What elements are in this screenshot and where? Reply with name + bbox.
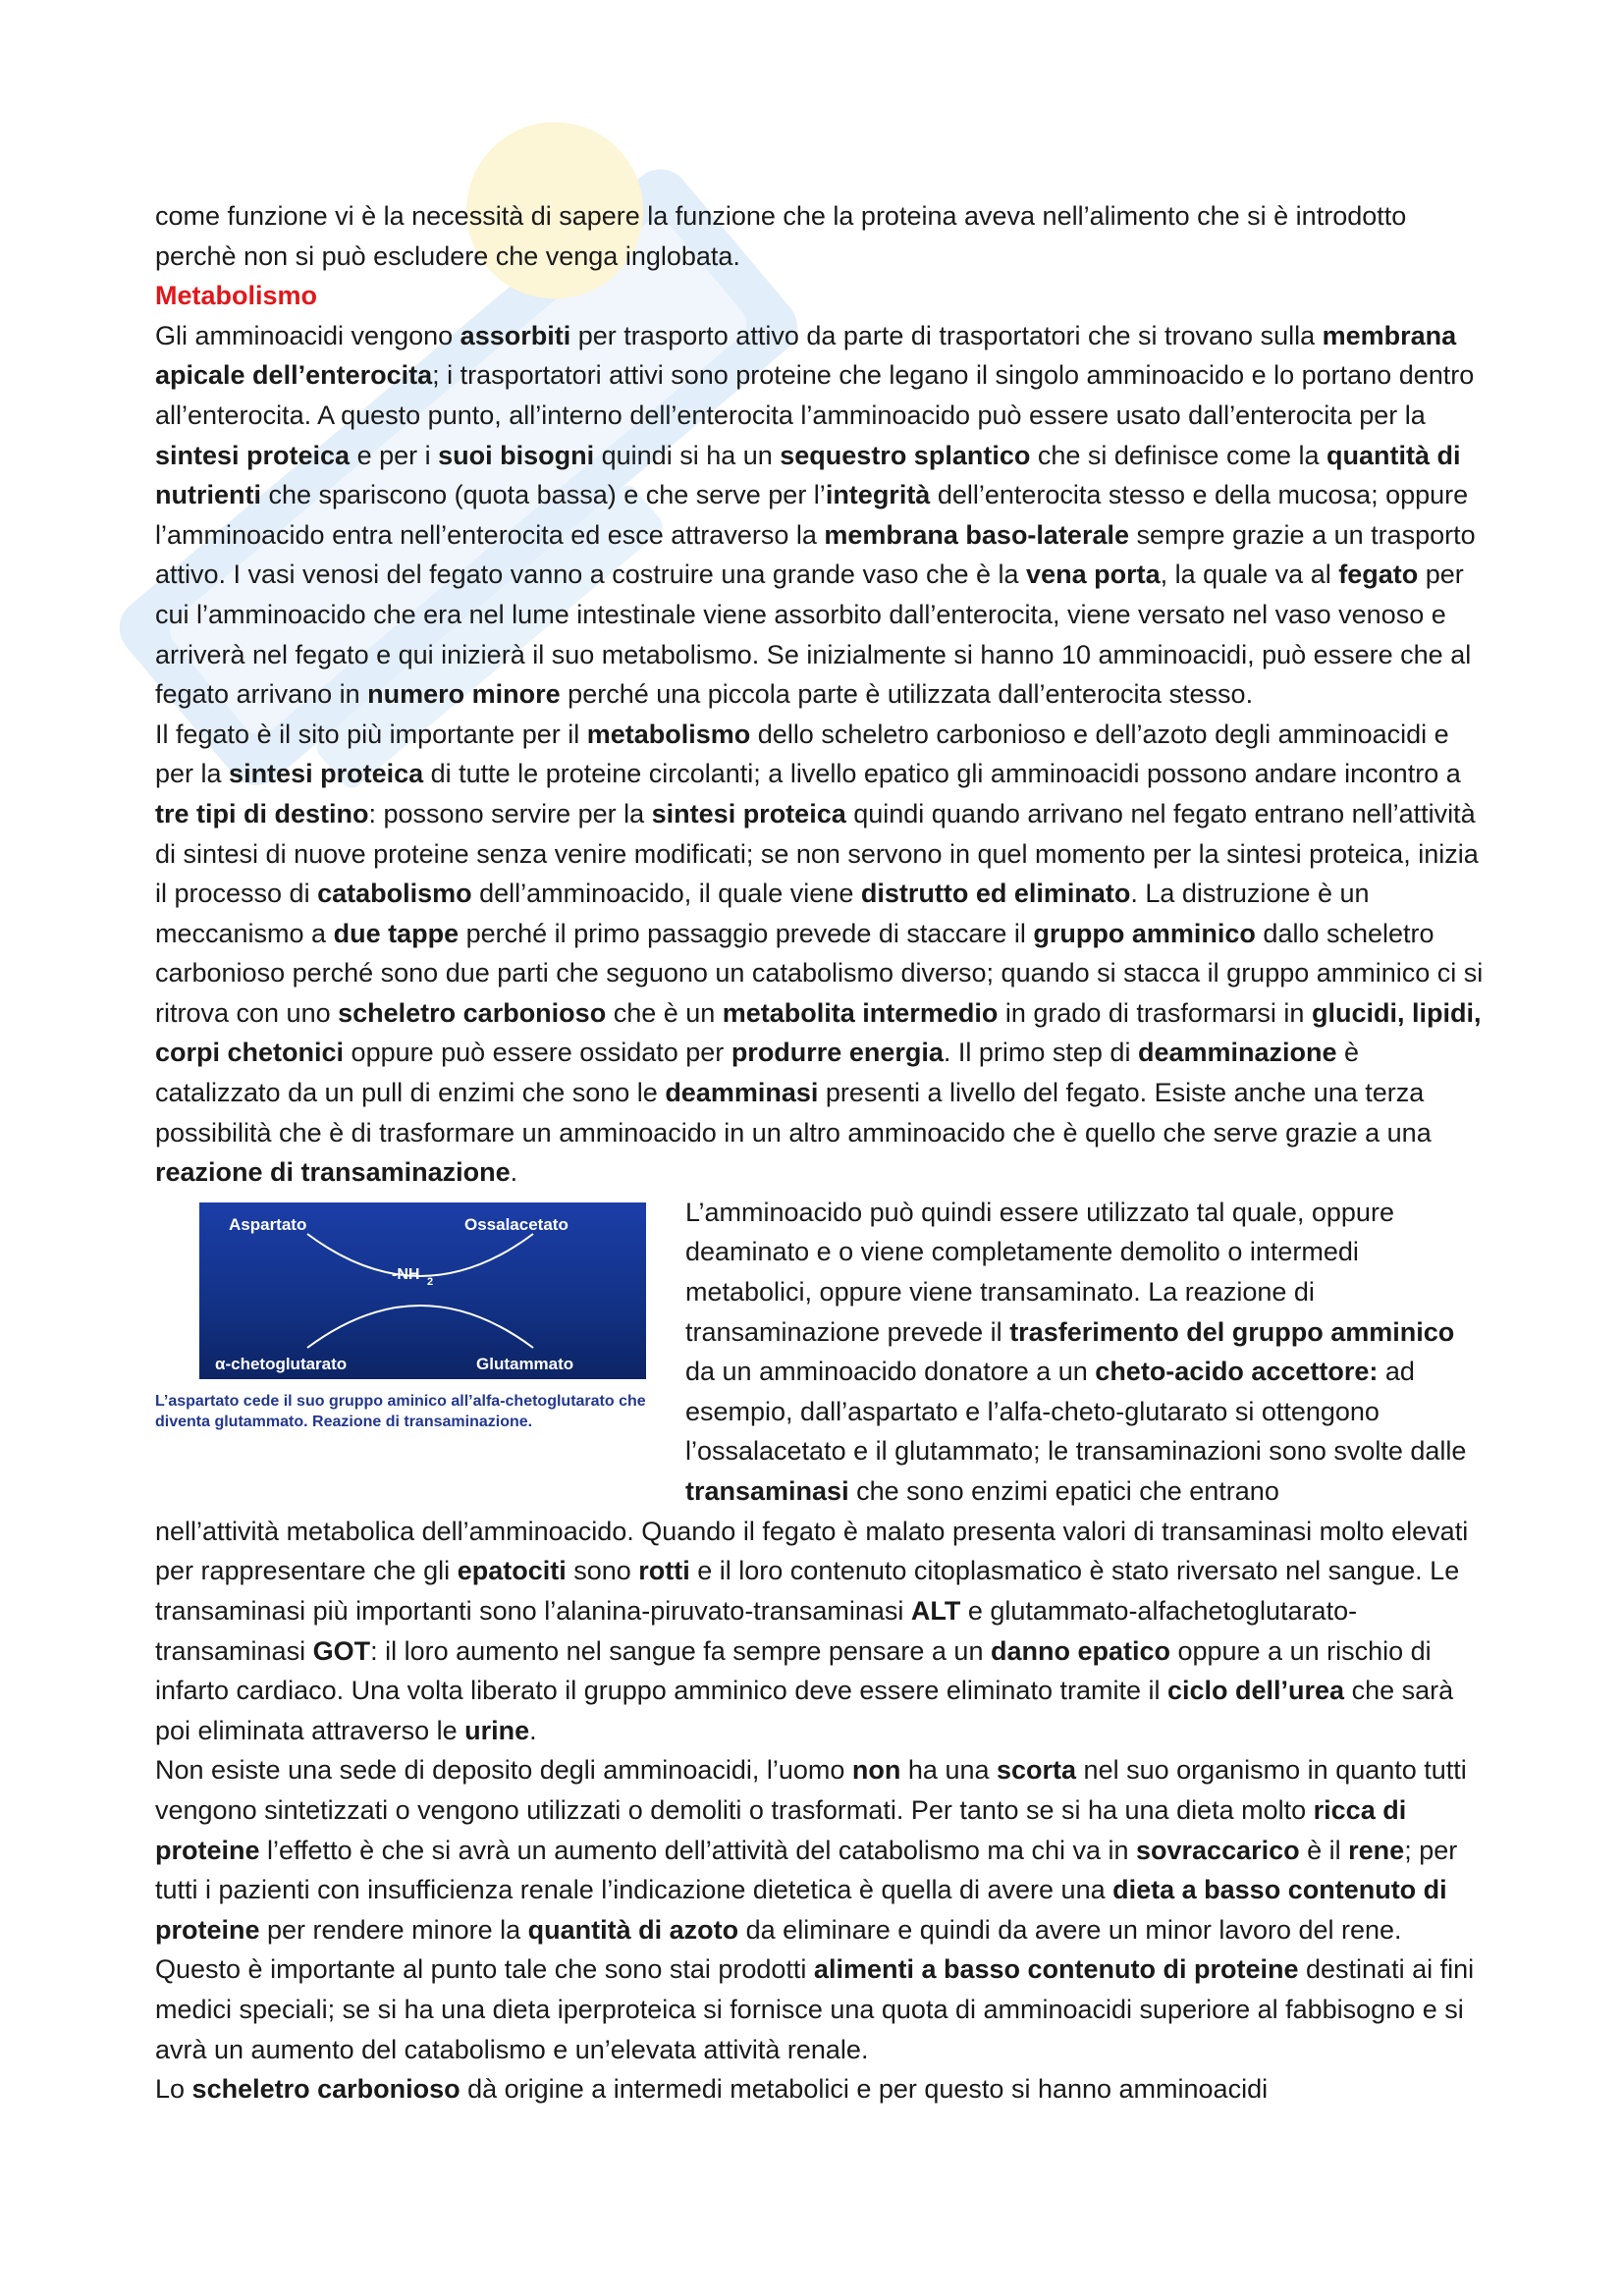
bold-term: ricca di proteine <box>155 1795 1407 1865</box>
bold-term: fegato <box>1338 560 1419 590</box>
text-run: e glutammato-alfachetoglutarato-transaminasi <box>155 1596 1358 1666</box>
bold-term: urine <box>464 1715 530 1745</box>
bold-term: membrana apicale dell’enterocita <box>155 320 1457 391</box>
label-aspartato: Aspartato <box>229 1214 307 1234</box>
bold-term: rotti <box>638 1556 690 1586</box>
text-run: che si definisce come la <box>1030 440 1326 470</box>
text-run: di tutte le proteine circolanti; a livello epatico gli amminoacidi possono andare incontro a <box>423 759 1461 789</box>
bold-term: catabolismo <box>317 879 472 909</box>
bold-term: cheto-acido accettore: <box>1095 1357 1379 1387</box>
text-run: quindi quando arrivano nel fegato entrano nell’attività di sintesi di nuove proteine senza venire modificati; se non servono in quel momento per la sintesi proteica, inizia il processo di <box>155 798 1479 909</box>
text-run: Il fegato è il sito più importante per il <box>155 719 587 749</box>
bold-term: metabolita intermedio <box>722 997 999 1028</box>
label-alfa-chetoglutarato: α-chetoglutarato <box>215 1354 348 1373</box>
bold-term: distrutto ed eliminato <box>860 879 1131 909</box>
figure-block <box>155 1193 1487 1512</box>
text-run: è catalizzato da un pull di enzimi che sono le <box>155 1038 1360 1108</box>
bold-term: quantità di nutrienti <box>155 440 1461 510</box>
bold-term: alimenti a basso contenuto di proteine <box>813 1954 1299 1985</box>
bold-term: transaminasi <box>685 1476 849 1506</box>
text-run: . La distruzione è un meccanismo a <box>155 879 1370 948</box>
bold-term: numero minore <box>367 679 561 710</box>
text-run: che è un <box>606 997 723 1028</box>
reaction-arrows <box>199 1202 646 1379</box>
text-run: dell’enterocita stesso e della mucosa; oppure l’amminoacido entra nell’enterocita ed esce attraverso la <box>155 480 1469 550</box>
text-run: , la quale va al <box>1160 560 1339 590</box>
text-run: Non esiste una sede di deposito degli amminoacidi, l’uomo <box>155 1755 852 1786</box>
text-run: perché una piccola parte è utilizzata dall’enterocita stesso. <box>560 679 1254 710</box>
bold-term: sintesi proteica <box>651 798 846 828</box>
bold-term: quantità di azoto <box>527 1914 739 1945</box>
transamination-figure <box>155 1193 666 1432</box>
text-run: per trasporto attivo da parte di trasportatori che si trovano sulla <box>570 320 1323 350</box>
text-run: presenti a livello del fegato. Esiste anche una terza possibilità che è di trasformare un amminoacido in un altro amminoacido che è quello che serve grazie a una <box>155 1078 1432 1148</box>
text-run: in grado di trasformarsi in <box>998 997 1312 1028</box>
text-run: dallo scheletro carbonioso perché sono due parti che seguono un catabolismo diverso; quando si stacca il gruppo amminico ci si ritrova con uno <box>155 918 1484 1028</box>
bold-term: sintesi proteica <box>229 759 424 789</box>
label-ossalacetato: Ossalacetato <box>464 1214 568 1234</box>
bold-term: produrre energia <box>731 1038 944 1068</box>
bold-term: gruppo amminico <box>1033 918 1256 948</box>
bold-term: sintesi proteica <box>155 440 351 470</box>
text-run: perché il primo passaggio prevede di staccare il <box>459 918 1034 948</box>
bold-term: scheletro carbonioso <box>191 2074 460 2105</box>
bold-term: suoi bisogni <box>438 440 595 470</box>
label-nh2: -NH <box>392 1265 420 1283</box>
paragraph-carbon-skeleton <box>155 2069 1487 2109</box>
text-run: dà origine a intermedi metabolici e per questo si hanno amminoacidi <box>460 2074 1269 2105</box>
bold-term: tre tipi di destino <box>155 798 369 828</box>
bold-term: reazione di transaminazione <box>155 1157 511 1188</box>
bold-term: integrità <box>825 480 931 510</box>
bold-term: metabolismo <box>586 719 751 749</box>
text-run: e per i <box>350 440 439 470</box>
text-run: da un amminoacido donatore a un <box>685 1357 1096 1387</box>
bold-term: rene <box>1348 1835 1405 1865</box>
text-run: ; i trasportatori attivi sono proteine che legano il singolo amminoacido e lo portano dentro all’enterocita. A questo punto, all’interno dell’enterocita l’amminoacido può essere usato dall’enterocita per la <box>155 360 1475 430</box>
bold-term: deamminasi <box>665 1078 819 1108</box>
text-run: nell’attività metabolica dell’amminoacido. Quando il fegato è malato presenta valori di transaminasi molto elevati per rappresentare che gli <box>155 1516 1469 1586</box>
text-run: . Il primo step di <box>943 1038 1138 1068</box>
bold-term: vena porta <box>1026 560 1161 590</box>
paragraph-intro: come funzione vi è la necessità di sapere la funzione che la proteina aveva nell’alimento che si è introdotto perchè non si può escludere che venga inglobata. <box>155 201 1407 271</box>
text-run: da eliminare e quindi da avere un minor lavoro del rene. Questo è importante al punto tale che sono stai prodotti <box>155 1914 1402 1985</box>
text-run: ; per tutti i pazienti con insufficienza renale l’indicazione dietetica è quella di avere una <box>155 1835 1458 1905</box>
text-run: Gli amminoacidi vengono <box>155 320 460 350</box>
text-run: Lo <box>155 2074 192 2105</box>
text-run: che spariscono (quota bassa) e che serve per l’ <box>261 480 826 510</box>
bold-term: danno epatico <box>990 1635 1170 1666</box>
bold-term: epatociti <box>457 1556 567 1586</box>
bold-term: deamminazione <box>1137 1038 1337 1068</box>
bold-term: sequestro splantico <box>780 440 1031 470</box>
text-run: dello scheletro carbonioso e dell’azoto degli amminoacidi e per la <box>155 719 1449 789</box>
text-run: e il loro contenuto citoplasmatico è stato riversato nel sangue. Le transaminasi più importanti sono l’alanina-piruvato-transaminasi <box>155 1556 1460 1627</box>
paragraph-transaminases <box>155 1512 1487 1751</box>
figure-caption: L’aspartato cede il suo gruppo aminico all’alfa-chetoglutarato che diventa glutammato. Reazione di transaminazione. <box>155 1392 646 1430</box>
document-page <box>155 196 1487 2109</box>
text-run: sono <box>566 1556 639 1586</box>
text-run: quindi si ha un <box>594 440 781 470</box>
text-run: . <box>510 1157 518 1188</box>
bold-term: GOT <box>312 1635 371 1666</box>
bold-term: scorta <box>997 1755 1077 1786</box>
text-run: per rendere minore la <box>259 1914 528 1945</box>
text-run: destinati ai fini medici speciali; se si ha una dieta iperproteica si fornisce una quota di amminoacidi superiore al fabbisogno e si avrà un aumento del catabolismo e un’elevata attività renale. <box>155 1954 1475 2064</box>
text-run: . <box>529 1715 537 1745</box>
text-run: che sono enzimi epatici che entrano <box>848 1476 1279 1506</box>
bold-term: assorbiti <box>460 320 571 350</box>
bold-term: non <box>851 1755 901 1786</box>
bold-term: dieta a basso contenuto di proteine <box>155 1875 1447 1945</box>
label-glutammato: Glutammato <box>476 1354 574 1373</box>
text-run: nel suo organismo in quanto tutti vengono sintetizzati o vengono utilizzati o demoliti o trasformati. Per tanto se si ha una dieta molto <box>155 1755 1467 1825</box>
text-run: sempre grazie a un trasporto attivo. I vasi venosi del fegato vanno a costruire una grande vaso che è la <box>155 519 1476 590</box>
paragraph-transamination <box>685 1193 1487 1512</box>
bold-term: ALT <box>910 1596 961 1627</box>
bold-term: glucidi, lipidi, corpi chetonici <box>155 997 1482 1068</box>
bold-term: membrana baso-laterale <box>824 519 1129 550</box>
paragraph-no-storage <box>155 1750 1487 2069</box>
section-heading-metabolismo: Metabolismo <box>155 281 318 311</box>
text-run: oppure può essere ossidato per <box>344 1038 731 1068</box>
transamination-diagram <box>199 1202 646 1379</box>
text-run: : il loro aumento nel sangue fa sempre pensare a un <box>370 1635 991 1666</box>
bold-term: due tappe <box>333 918 460 948</box>
text-run: L’amminoacido può quindi essere utilizzato tal quale, oppure deaminato e o viene completamente demolito o intermedi metabolici, oppure viene transaminato. La reazione di transaminazione prevede il <box>685 1197 1394 1347</box>
paragraph-liver <box>155 715 1487 1193</box>
text-run: ha una <box>900 1755 997 1786</box>
text-run: l’effetto è che si avrà un aumento dell’attività del catabolismo ma chi va in <box>259 1835 1136 1865</box>
bold-term: sovraccarico <box>1136 1835 1300 1865</box>
text-run: per cui l’amminoacido che era nel lume intestinale viene assorbito dall’enterocita, viene versato nel vaso venoso e arriverà nel fegato e qui inizierà il suo metabolismo. Se inizialmente si hanno 10 amminoacidi, può essere che al fegato arrivano in <box>155 560 1472 710</box>
text-run: è il <box>1299 1835 1349 1865</box>
text-run: dell’amminoacido, il quale viene <box>471 879 861 909</box>
label-nh2-subscript: 2 <box>427 1275 434 1288</box>
text-run: ad esempio, dall’aspartato e l’alfa-cheto-glutarato si ottengono l’ossalacetato e il glutammato; le transaminazioni sono svolte dalle <box>685 1357 1467 1467</box>
text-run: : possono servire per la <box>368 798 652 828</box>
bold-term: scheletro carbonioso <box>338 997 607 1028</box>
text-run: che sarà poi eliminata attraverso le <box>155 1676 1454 1745</box>
paragraph-absorption <box>155 316 1487 715</box>
bold-term: ciclo dell’urea <box>1166 1676 1345 1706</box>
bold-term: trasferimento del gruppo amminico <box>1009 1316 1455 1347</box>
text-run: oppure a un rischio di infarto cardiaco. Una volta liberato il gruppo amminico deve essere eliminato tramite il <box>155 1635 1432 1706</box>
